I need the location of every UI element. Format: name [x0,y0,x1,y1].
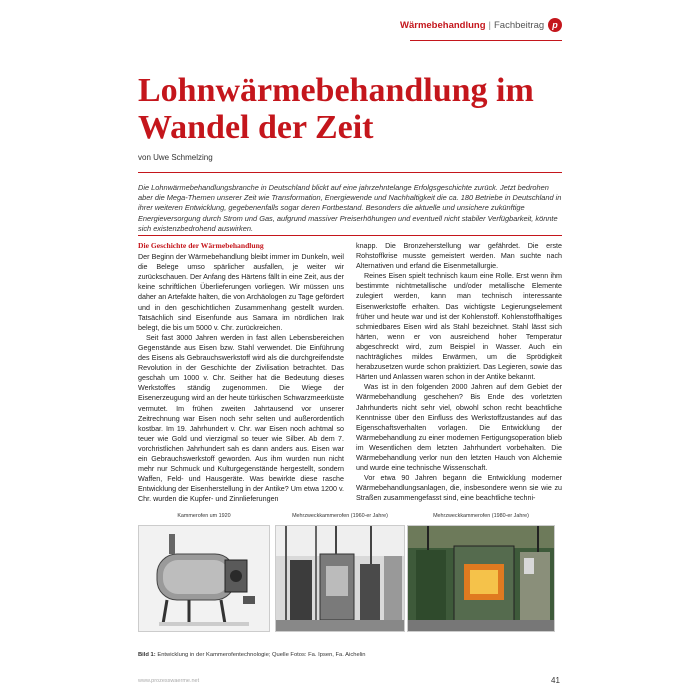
header-divider [410,40,562,41]
lead-top-rule [138,172,562,173]
text-column-right [356,241,562,503]
caption-text: Entwicklung in der Kammerofentechnologie; Quelle Fotos: Fa. Ipsen, Fa. Aichelin [155,652,366,658]
furnace-1980-photo [407,525,555,632]
figure-kammerofen-1920 [138,513,270,632]
figure-mehrzweckkammerofen-1980 [407,513,555,632]
article-title: Lohnwärmebehandlung im Wandel der Zeit [138,72,534,146]
figure-mehrzweckkammerofen-1960 [275,513,405,632]
lead-paragraph: Die Lohnwärmebehandlungsbranche in Deutschland blickt auf eine jahrzehntelange Erfolgsgeschichte zurück. Jetzt bedrohen aber die Mega-Themen unserer Zeit wie Transformation, Energiewende und Nachhaltigkeit die ca. 180 Betriebe in Deutschland in ihrer weiteren Entwicklung, gegebenenfalls sogar deren Fortbestand. Besonders die aktuelle und unsichere zukünftige Energieversorgung durch Strom und Gas, aufgrund massiver Preiserhöhungen und eventuell nicht stabiler Verfügbarkeit, könnte sich existenzbedrohend auswirken. [138,183,562,233]
author-byline: von Uwe Schmelzing [138,153,213,162]
caption-prefix: Bild 1: [138,652,156,658]
body-paragraph: Seit fast 3000 Jahren werden in fast allen Lebensbereichen Gegenstände aus Eisen bzw. Stahl verwendet. Die Einführung des Eisens als Gebrauchswerkstoff wird als die durchgreifendste Revolution in der Geschichte der Zivilisation betrachtet. Das geschah um 1000 v. Chr. Seither hat die Bedeutung dieses Werkstoffes ständig zugenommen. Die Wiege der Eisenerzeugung wird an der heute türkischen Schwarzmeerküste vermutet. Im frühen zweiten Jahrtausend vor unserer Zeitrechnung war Eisen noch sehr selten und außerordentlich kostbar. Im 19. Jahrhundert v. Chr. war Eisen noch achtmal so teuer wie Gold und vierzigmal so teuer wie Silber. Ab dem 7. vorchristlichen Jahrhundert sah es dann anders aus. Eisen war ein Gebrauchswerkstoff geworden. Aus ihm wurden nun nicht mehr nur Schmuck und Kulturgegenstände hergestellt, sondern Waffen, Feld- und Hausgeräte. Was bewirkte diese rasche Entwicklung der Eisenherstellung in der Antike? Um etwa 1200 v. Chr. wurden die Kupfer- und Zinnlieferungen [138,333,344,504]
figure-caption [138,652,365,658]
footer-url[interactable]: www.prozesswaerme.net [138,678,200,684]
publication-logo-icon: p [548,18,562,32]
body-paragraph: Was ist in den folgenden 2000 Jahren auf dem Gebiet der Wärmebehandlung geschehen? Bis Ende des vorletzten Jahrhunderts nicht sehr viel, obwohl schon recht beachtliche Kenntnisse über den Einfluss des Werkstoffzustandes auf das Eigenschaftsverhalten vorlagen. Die Entwicklung der Wärmebehandlung zu einer modernen Fertigungsoperation blieb im Wesentlichen dem letzten Jahrhundert vorbehalten. Die Wärmebehandlung verlor nun den letzten Hauch von Alchemie und wurde eine technische Wissenschaft. [356,383,562,473]
furnace-1960-photo [275,525,405,632]
figure-label: Mehrzweckkammerofen (1960-er Jahre) [292,513,388,519]
furnace-1920-photo [138,525,270,632]
figure-label: Mehrzweckkammerofen (1980-er Jahre) [433,513,529,519]
body-paragraph: Der Beginn der Wärmebehandlung bleibt immer im Dunkeln, weil die Belege umso spärlicher ausfallen, je weiter wir zurückschauen. Der Anfang des Härtens fällt in eine Zeit, aus der keine schriftlichen Überlieferungen vorliegen. Wir müssen uns daher an Artefakte halten, die von Archäologen zu Tage gefördert und in den geschichtlichen Zusammenhang gestellt wurden. Tatsächlich sind Eisenfunde aus Samara im nördlichen Irak belegt, die bis um 5000 v. Chr. zurückreichen. [138,253,345,332]
section-header [400,20,563,38]
section-label: Wärmebehandlung [400,20,486,31]
header-separator: | [488,20,491,31]
body-paragraph: Reines Eisen spielt technisch kaum eine Rolle. Erst wenn ihm bestimmte nichtmetallische und/oder metallische Elemente zulegiert werden, kann man technisch interessante Eisenwerkstoffe erhalten. Das wichtigste Legierungselement früher und heute war und ist der Kohlenstoff. Kohlenstoffhaltiges schmiedbares Eisen wird als Stahl bezeichnet. Stahl lässt sich härten, wenn er von ausreichend hoher Temperatur abgeschreckt wird, zum Beispiel in Wasser. Auch ein nachträgliches mildes Erwärmen, um die Sprödigkeit herabzusetzen wurde schon praktiziert. Das Legieren, sowie das Härten und Anlassen waren schon in der Antike bekannt. [356,272,562,382]
page-number: 41 [551,676,560,685]
body-paragraph: Vor etwa 90 Jahren begann die Entwicklung moderner Wärmebehandlungsanlagen, die, insbesondere wenn sie wie zu Straßen zusammengefasst sind, eine beachtliche techni- [356,474,562,503]
text-column-left [138,241,344,504]
figure-label: Kammerofen um 1920 [177,513,231,519]
article-type-label: Fachbeitrag [493,20,545,31]
section-subheading: Die Geschichte der Wärmebehandlung [138,241,264,250]
lead-bottom-rule [138,235,562,236]
body-paragraph: knapp. Die Bronzeherstellung war gefährdet. Die erste Rohstoffkrise musste gemeistert werden. Man suchte nach Alternativen und erfand die Eisenmetallurgie. [356,242,562,271]
